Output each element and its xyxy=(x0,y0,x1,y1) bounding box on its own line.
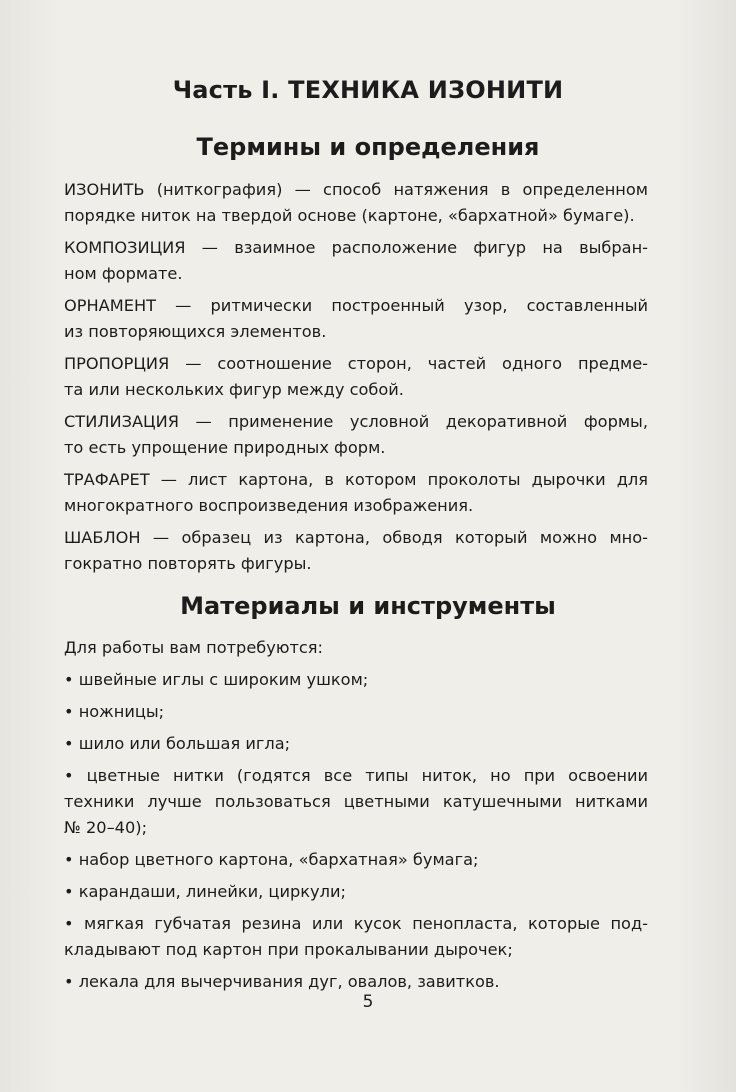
term-stilizaciya xyxy=(64,409,648,461)
list-item xyxy=(64,699,648,725)
paragraph-line: ОРНАМЕНТ — ритмически построенный узор, составленный xyxy=(64,296,648,315)
paragraph-line: • набор цветного картона, «бархатная» бумага; xyxy=(64,850,479,869)
term-proporciya xyxy=(64,351,648,403)
materials-heading: Материалы и инструменты xyxy=(180,592,556,620)
term-izonit xyxy=(64,177,648,229)
paragraph-line: порядке ниток на твердой основе (картоне, «бархатной» бумаге). xyxy=(64,206,635,225)
list-item xyxy=(64,731,648,757)
paragraph-line: техники лучше пользоваться цветными катушечными нитками xyxy=(64,792,648,811)
paragraph-line: из повторяющихся элементов. xyxy=(64,322,327,341)
paragraph-line: гократно повторять фигуры. xyxy=(64,554,312,573)
materials-list xyxy=(64,635,648,1001)
paragraph-line: • ножницы; xyxy=(64,702,165,721)
materials-intro xyxy=(64,635,648,661)
paragraph-line: Для работы вам потребуются: xyxy=(64,638,323,657)
list-item xyxy=(64,667,648,693)
term-trafaret xyxy=(64,467,648,519)
term-ornament xyxy=(64,293,648,345)
paragraph-line: ИЗОНИТЬ (ниткография) — способ натяжения в определенном xyxy=(64,180,648,199)
paragraph-line: та или нескольких фигур между собой. xyxy=(64,380,404,399)
paragraph-line: многократного воспроизведения изображения. xyxy=(64,496,474,515)
paragraph-line: СТИЛИЗАЦИЯ — применение условной декоративной формы, xyxy=(64,412,648,431)
list-item xyxy=(64,763,648,841)
paragraph-line: КОМПОЗИЦИЯ — взаимное расположение фигур на выбран- xyxy=(64,238,648,257)
paragraph-line: • лекала для вычерчивания дуг, овалов, завитков. xyxy=(64,972,500,991)
part-title: Часть I. ТЕХНИКА ИЗОНИТИ xyxy=(172,76,564,104)
paragraph-line: № 20–40); xyxy=(64,818,148,837)
paragraph-line: • мягкая губчатая резина или кусок пенопласта, которые под- xyxy=(64,914,648,933)
paragraph-line: • цветные нитки (годятся все типы ниток, но при освоении xyxy=(64,766,648,785)
paragraph-line: кладывают под картон при прокалывании дырочек; xyxy=(64,940,513,959)
terms-heading: Термины и определения xyxy=(196,133,540,161)
paragraph-line: ШАБЛОН — образец из картона, обводя который можно мно- xyxy=(64,528,648,547)
term-kompoziciya xyxy=(64,235,648,287)
paragraph-line: • швейные иглы с широким ушком; xyxy=(64,670,369,689)
term-shablon xyxy=(64,525,648,577)
page-number: 5 xyxy=(362,992,374,1012)
paragraph-line: • карандаши, линейки, циркули; xyxy=(64,882,346,901)
list-item xyxy=(64,847,648,873)
paragraph-line: ном формате. xyxy=(64,264,183,283)
list-item xyxy=(64,879,648,905)
terms-list xyxy=(64,177,648,583)
paragraph-line: ТРАФАРЕТ — лист картона, в котором проколоты дырочки для xyxy=(64,470,648,489)
paragraph-line: ПРОПОРЦИЯ — соотношение сторон, частей одного предме- xyxy=(64,354,648,373)
paragraph-line: то есть упрощение природных форм. xyxy=(64,438,386,457)
paragraph-line: • шило или большая игла; xyxy=(64,734,291,753)
list-item xyxy=(64,911,648,963)
